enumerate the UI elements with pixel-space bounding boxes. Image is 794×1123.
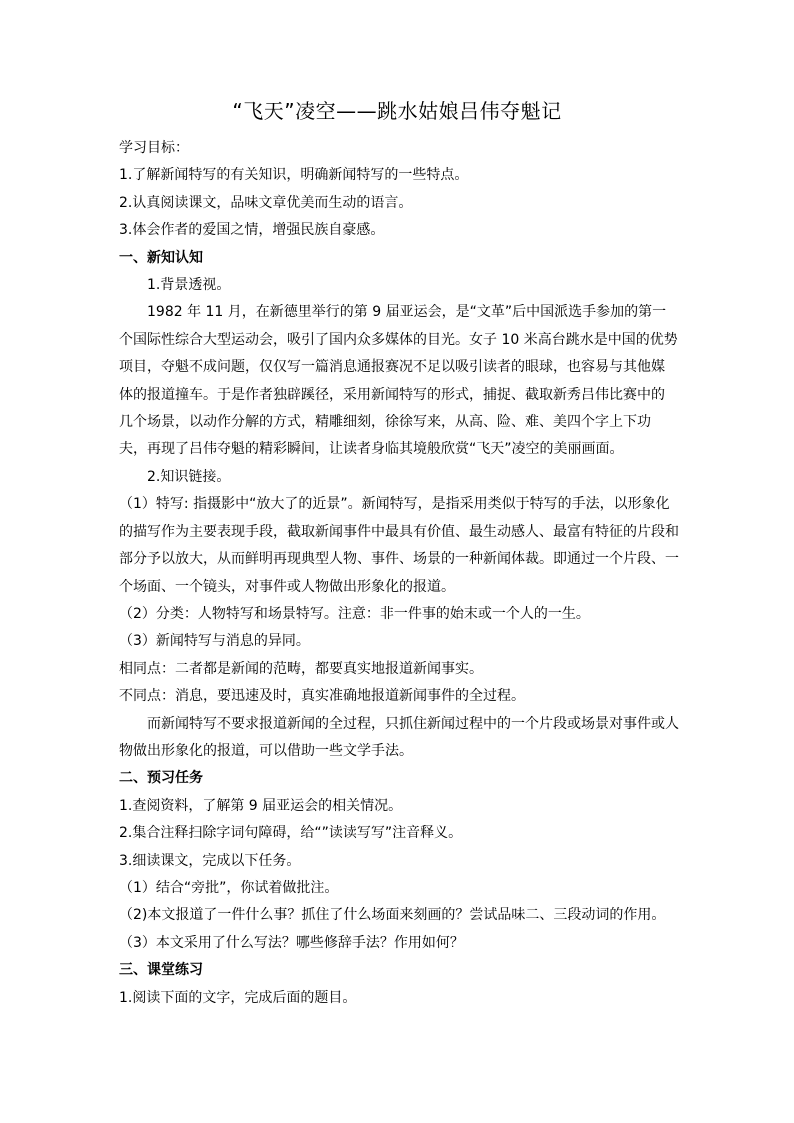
task-item-1: 1.查阅资料，了解第 9 届亚运会的相关情况。 xyxy=(119,797,403,814)
objective-item-3: 3.体会作者的爱国之情，增强民族自豪感。 xyxy=(119,222,385,239)
paragraph-line: （3）新闻特写与消息的异同。 xyxy=(119,633,310,650)
objective-item-2: 2.认真阅读课文，品味文章优美而生动的语言。 xyxy=(119,194,413,211)
paragraph-line: 不同点：消息，要迅速及时，真实准确地报道新闻事件的全过程。 xyxy=(119,688,525,705)
subheading-knowledge: 2.知识链接。 xyxy=(147,468,231,485)
task-item-3: 3.细读课文，完成以下任务。 xyxy=(119,852,301,869)
task-subitem-1: （1）结合“旁批”，你试着做批注。 xyxy=(119,879,339,896)
section-heading-3: 三、课堂练习 xyxy=(119,962,203,979)
paragraph-line: 的描写作为主要表现手段，截取新闻事件中最具有价值、最生动感人、最富有特征的片段和 xyxy=(119,523,679,540)
paragraph-line: （2）分类：人物特写和场景特写。注意：非一件事的始末或一个人的一生。 xyxy=(119,605,590,622)
task-item-2: 2.集合注释扫除字词句障碍，给“”读读写写”注音释义。 xyxy=(119,825,463,842)
paragraph-line: 而新闻特写不要求报道新闻的全过程，只抓住新闻过程中的一个片段或场景对事件或人 xyxy=(147,715,679,732)
section-heading-2: 二、预习任务 xyxy=(119,770,203,787)
paragraph-line: 物做出形象化的报道，可以借助一些文学手法。 xyxy=(119,742,413,759)
paragraph-line: 个场面、一个镜头，对事件或人物做出形象化的报道。 xyxy=(119,578,455,595)
objective-item-1: 1.了解新闻特写的有关知识，明确新闻特写的一些特点。 xyxy=(119,167,469,184)
paragraph-line: 个国际性综合大型运动会，吸引了国内众多媒体的目光。女子 10 米高台跳水是中国的优势 xyxy=(119,331,678,348)
objectives-heading: 学习目标： xyxy=(119,140,189,156)
paragraph-line: （1）特写: 指摄影中“放大了的近景”。新闻特写，是指采用类似于特写的手法，以形象化 xyxy=(119,496,670,513)
paragraph-line: 部分予以放大，从而鲜明再现典型人物、事件、场景的一种新闻体裁。即通过一个片段、一 xyxy=(119,551,679,568)
task-subitem-2: （2)本文报道了一件什么事？抓住了什么场面来刻画的？尝试品味二、三段动词的作用。 xyxy=(119,907,666,924)
paragraph-line: 体的报道撞车。于是作者独辟蹊径，采用新闻特写的形式，捕捉、截取新秀吕伟比赛中的 xyxy=(119,386,665,403)
paragraph-line: 相同点：二者都是新闻的范畴，都要真实地报道新闻事实。 xyxy=(119,660,483,677)
paragraph-line: 1982 年 11 月，在新德里举行的第 9 届亚运会，是“文革”后中国派选手参加的第一 xyxy=(147,304,667,321)
paragraph-line: 夫，再现了吕伟夺魁的精彩瞬间，让读者身临其境般欣赏“飞天”凌空的美丽画面。 xyxy=(119,441,624,458)
document-body xyxy=(119,135,679,1012)
subheading-background: 1.背景透视。 xyxy=(147,277,231,294)
paragraph-line: 几个场景，以动作分解的方式，精雕细刻，徐徐写来，从高、险、难、美四个字上下功 xyxy=(119,414,651,431)
section-heading-1: 一、新知认知 xyxy=(119,249,203,266)
exercise-item-1: 1.阅读下面的文字，完成后面的题目。 xyxy=(119,989,357,1006)
document-title: “飞天”凌空——跳水姑娘吕伟夺魁记 xyxy=(232,99,562,123)
paragraph-line: 项目，夺魁不成问题，仅仅写一篇消息通报赛况不足以吸引读者的眼球，也容易与其他媒 xyxy=(119,359,665,376)
task-subitem-3: （3）本文采用了什么写法？哪些修辞手法？作用如何？ xyxy=(119,934,464,951)
